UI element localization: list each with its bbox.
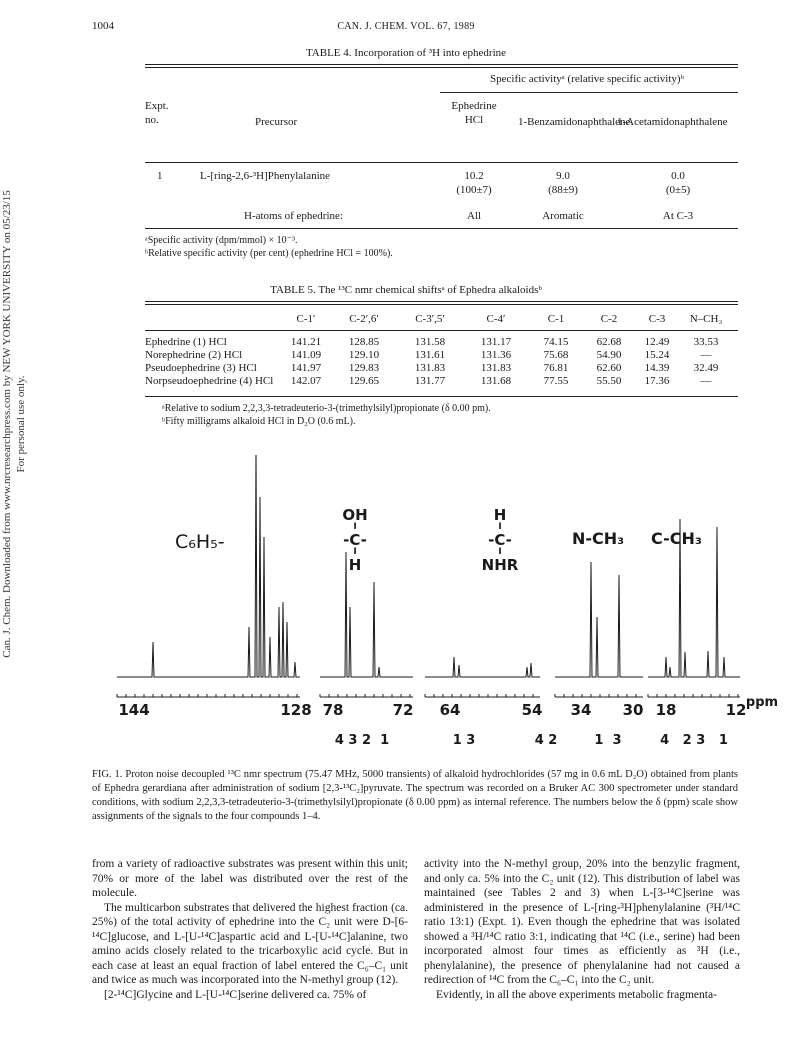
axis-major-label: 128 [280, 701, 312, 719]
table4-col-ephedrine [444, 100, 504, 126]
table5-cell: 62.60 [596, 362, 622, 374]
signal-assignment-label: 4 2 [534, 733, 558, 748]
table5-cell: 12.49 [644, 336, 670, 348]
table5-cell: 131.83 [480, 362, 512, 374]
table4-col-benzamido: 1-Benzamidonaphthalene [518, 116, 631, 128]
table4-benz-value [533, 170, 593, 196]
watermark-line-2: For personal use only. [15, 375, 27, 473]
table5-cell: 33.53 [693, 336, 719, 348]
table5-col-header: C-4′ [486, 313, 506, 325]
figure-caption-text: Proton noise decoupled ¹³C nmr spectrum (75.47 MHz, 5000 transients) of alkaloid hydrochlorides (57 mg in 0.6 mL D₂O) obtained from plants of Ephedra gerardiana after administration of sodium [2,3-¹³C₂]pyruvate. The spectrum was recorded on a Bruker AC 300 spectrometer under standard conditions, with sodium 2,2,3,3-tetradeuterio-3-(trimethylsilyl)propionate (δ 0.00 ppm) as internal reference. The numbers below the δ (ppm) scale show assignments of the signals to the four compounds 1–4. [92, 769, 739, 822]
lbl-chn-part: NHR [481, 556, 519, 574]
table4-hatoms-benz: Aromatic [542, 210, 584, 222]
table4-acet-value-1: 0.0 [671, 170, 685, 182]
table4-eph-value-2: (100±7) [456, 184, 492, 196]
table5-bottom-rule [145, 396, 738, 397]
table4-header-row [0, 100, 812, 160]
table4-caption [0, 47, 812, 59]
table5-cell: 142.07 [290, 375, 322, 387]
table5-cell: 55.50 [596, 375, 622, 387]
table4-eph-value-1: 10.2 [464, 170, 484, 182]
body-left-p1: from a variety of radioactive substrates was present within this unit; 70% or more of the label was distributed over the rest of the molecule. [92, 858, 408, 899]
body-right-p2: Evidently, in all the above experiments metabolic fragmenta- [436, 988, 717, 1001]
axis-major-label: 30 [622, 701, 644, 719]
table5-caption-text: The ¹³C nmr chemical shiftsᵃ of Ephedra alkaloidsᵇ [318, 284, 542, 296]
body-left-column [92, 857, 408, 1002]
axis-major-label: 144 [118, 701, 150, 719]
table4-spanner: Specific activityᵃ (relative specific activity)ᵇ [490, 73, 684, 85]
table4-col-precursor: Precursor [255, 116, 298, 128]
table4-col-expt-line2: no. [145, 114, 159, 126]
figure-caption-label: FIG. 1. [92, 769, 123, 780]
table4-col-eph-line2: HCl [464, 114, 484, 126]
table5-col-header: C-2′,6′ [349, 313, 379, 325]
table5-row-name: Norpseudoephedrine (4) HCl [145, 375, 274, 387]
table4-acet-value [648, 170, 708, 196]
label-choh [325, 507, 385, 573]
table4-hatoms-eph: All [466, 210, 482, 222]
label-cch3: C-CH₃ [651, 529, 702, 548]
table4-header-rule [145, 162, 738, 163]
table5-cell: 32.49 [693, 362, 719, 374]
lbl-chn-part: H [493, 506, 507, 524]
table4-top-rule [145, 64, 738, 65]
table4-benz-value-2: (88±9) [548, 184, 578, 196]
page-number: 1004 [92, 20, 114, 32]
table5-col-header: C-1′ [296, 313, 316, 325]
table5-row-name: Pseudoephedrine (3) HCl [145, 362, 257, 374]
table4-hatoms-label: H-atoms of ephedrine: [244, 210, 343, 222]
table5-cell: 77.55 [543, 375, 569, 387]
table4-caption-text: Incorporation of ³H into ephedrine [354, 47, 507, 59]
label-c6h5: C₆H₅- [175, 531, 225, 553]
table4-col-expt-line1: Expt. [145, 100, 169, 112]
table5-cell: 129.65 [348, 375, 380, 387]
lbl-chn-part: I [498, 547, 502, 557]
table5-body [0, 336, 812, 396]
table5-cell: 76.81 [543, 362, 569, 374]
table5-cell: 74.15 [543, 336, 569, 348]
label-chn [465, 507, 535, 573]
axis-unit-label: ppm [745, 695, 779, 710]
axis-major-label: 12 [725, 701, 747, 719]
table5-cell: 131.36 [480, 349, 512, 361]
table5-cell: 131.77 [414, 375, 446, 387]
table5-footnotes [162, 402, 491, 428]
table4-col-eph-line1: Ephedrine [451, 100, 497, 112]
table5-cell: 129.10 [348, 349, 380, 361]
table5-cell: — [700, 349, 712, 361]
table5-row [0, 362, 812, 375]
table5-cell: 131.58 [414, 336, 446, 348]
table5-top-rule [145, 301, 738, 302]
table5-cell: 131.61 [414, 349, 446, 361]
body-left-p3: [2-¹⁴C]Glycine and L-[U-¹⁴C]serine delivered ca. 75% of [104, 988, 367, 1001]
table5-cell: — [700, 375, 712, 387]
axis-major-label: 54 [521, 701, 543, 719]
table5-col-header: C-3′,5′ [415, 313, 445, 325]
table4-col-expt [145, 100, 169, 126]
table4-top-rule-2 [145, 67, 738, 68]
table5-cell: 141.09 [290, 349, 322, 361]
table5-footnote-b: ᵇFifty milligrams alkaloid HCl in D₂O (0.6 mL). [162, 416, 356, 427]
running-header [0, 20, 812, 36]
table4-bottom-rule [145, 228, 738, 229]
table5-cell: 141.21 [290, 336, 322, 348]
figure-caption [92, 768, 738, 824]
table5-col-header: N–CH₃ [689, 313, 723, 325]
axis-major-label: 64 [439, 701, 461, 719]
axis-major-label: 34 [570, 701, 592, 719]
journal-title: CAN. J. CHEM. VOL. 67, 1989 [337, 21, 475, 32]
body-left-p2: The multicarbon substrates that delivered the highest fraction (ca. 25%) of the total activity of ephedrine into the C₂ unit were D-[6-¹⁴C]glucose, and L-[U-¹⁴C]aspartic acid and L-[U-¹⁴C]alanine, two amino acids closely related to the tricarboxylic acid cycle. But in each case at least an equal fraction of label entered the C₆–C₁ unit and twice as much was incorporated into the N-methyl group (12). [92, 901, 408, 986]
table5-cell: 141.97 [290, 362, 322, 374]
watermark-line-1: Can. J. Chem. Downloaded from www.nrcresearchpress.com by NEW YORK UNIVERSITY on 05/23/15 [1, 190, 13, 658]
signal-assignment-label: 1 3 [452, 733, 476, 748]
signal-assignment-label: 4 2 3 1 [660, 733, 728, 748]
table4-eph-value [444, 170, 504, 196]
table4-caption-prefix: TABLE 4. [305, 47, 352, 59]
nmr-spectrum-figure [0, 455, 812, 760]
body-right-p1: activity into the N-methyl group, 20% into the benzylic fragment, and only ca. 5% into the C₂ unit (12). This distribution of label was maintained (see Tables 2 and 3) when L-[3-¹⁴C]serine was administered in the presence of L-[ring-³H]phenylalanine (³H/¹⁴C ratio 13:1) (Expt. 1). Even though the ephedrine that was isolated showed a ³H/¹⁴C ratio 3:1, indicating that ¹⁴C (i.e., serine) had been incorporated almost four times as efficiently as ³H (i.e., phenylalanine), the presence of phenylalanine had not caused a redirection of ¹⁴C from the C₆–C₁ into the C₂ unit. [424, 858, 740, 986]
table5-cell: 54.90 [596, 349, 622, 361]
lbl-chn-part: -C- [488, 531, 512, 549]
table4-footnote-a: ᵃSpecific activity (dpm/mmol) × 10⁻³. [145, 235, 298, 246]
table4-spanner-rule [440, 92, 738, 93]
table4-benz-value-1: 9.0 [556, 170, 570, 182]
table5-cell: 14.39 [644, 362, 670, 374]
spectrum-trace-segment [425, 657, 540, 677]
table5-row-name: Norephedrine (2) HCl [145, 349, 243, 361]
nmr-spectrum-svg [0, 455, 812, 760]
table5-caption [0, 284, 812, 296]
body-right-column [424, 857, 740, 1002]
signal-assignment-label: 1 3 [594, 733, 622, 748]
table5-row [0, 336, 812, 349]
table5-cell: 131.17 [480, 336, 512, 348]
table5-caption-prefix: TABLE 5. [270, 284, 316, 296]
label-nch3: N-CH₃ [572, 529, 625, 548]
table5-row [0, 349, 812, 362]
table4-hatoms-acet: At C-3 [662, 210, 694, 222]
table5-cell: 129.83 [348, 362, 380, 374]
table5-header-row [0, 313, 812, 327]
axis-major-label: 78 [322, 701, 344, 719]
lbl-choh-part: I [353, 522, 357, 532]
table5-cell: 17.36 [644, 375, 670, 387]
table4-col-acetamido: 1-Acetamidonaphthalene [617, 116, 728, 128]
spectrum-trace-segment [555, 562, 643, 677]
table5-top-rule-2 [145, 304, 738, 305]
table5-col-header: C-3 [648, 313, 666, 325]
lbl-choh-part: OH [342, 506, 368, 524]
table5-row [0, 375, 812, 388]
table5-cell: 131.83 [414, 362, 446, 374]
table5-footnote-a: ᵃRelative to sodium 2,2,3,3-tetradeuterio-3-(trimethylsilyl)propionate (δ 0.00 pm). [162, 403, 491, 414]
table4-acet-value-2: (0±5) [665, 184, 691, 196]
table5-cell: 15.24 [644, 349, 670, 361]
table5-cell: 128.85 [348, 336, 380, 348]
table5-cell: 75.68 [543, 349, 569, 361]
table4-precursor-value: L-[ring-2,6-³H]Phenylalanine [200, 170, 331, 182]
table4-footnotes [145, 234, 393, 260]
spectrum-trace-segment [117, 455, 300, 677]
table5-cell: 131.68 [480, 375, 512, 387]
table5-cell: 62.68 [596, 336, 622, 348]
signal-assignment-label: 4 3 2 1 [334, 733, 390, 748]
table4-hatoms-row [0, 210, 812, 226]
lbl-choh-part: -C- [343, 531, 367, 549]
table5-header-rule [145, 330, 738, 331]
lbl-choh-part: I [353, 547, 357, 557]
lbl-chn-part: I [498, 522, 502, 532]
axis-major-label: 18 [655, 701, 677, 719]
table5-col-header: C-1 [547, 313, 565, 325]
table5-col-header: C-2 [600, 313, 618, 325]
table4-footnote-b: ᵇRelative specific activity (per cent) (ephedrine HCl = 100%). [145, 248, 393, 259]
lbl-choh-part: H [348, 556, 362, 574]
table4-expt-value: 1 [157, 170, 163, 182]
table5-row-name: Ephedrine (1) HCl [145, 336, 227, 348]
axis-major-label: 72 [392, 701, 414, 719]
